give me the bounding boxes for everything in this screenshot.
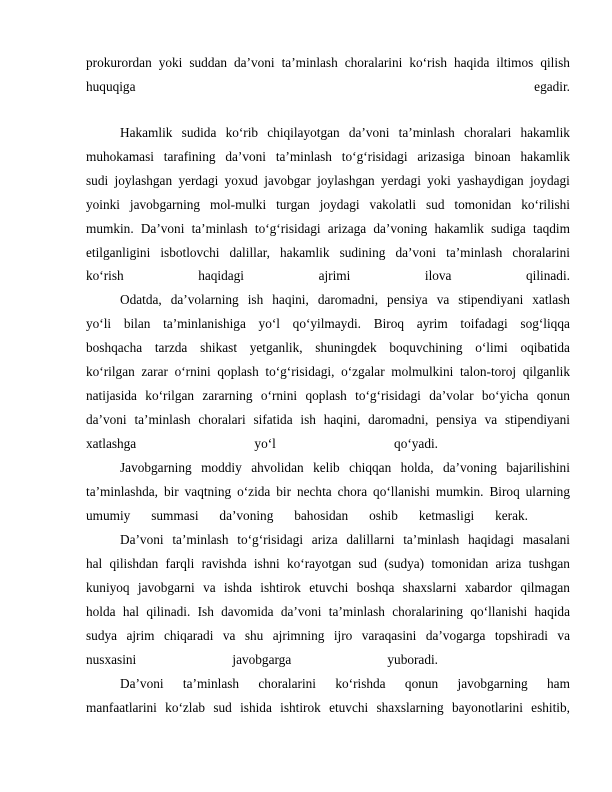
word: da’voni — [86, 412, 127, 427]
word: haqida — [534, 604, 570, 619]
word: bajarilishini — [506, 460, 570, 475]
word: Biroq — [373, 316, 404, 331]
word: o‘rnini — [174, 364, 211, 379]
word: da’volarning — [170, 292, 239, 307]
text-line — [86, 436, 438, 452]
word: chiqilayotgan — [267, 125, 340, 140]
word: farqli — [165, 556, 195, 571]
word: tomonidan — [431, 556, 489, 571]
word: boshqacha — [86, 340, 143, 355]
word: ariza — [495, 556, 522, 571]
word: ahvolidan — [251, 460, 304, 475]
word: (sudya) — [384, 556, 425, 571]
word: eshitib, — [531, 700, 570, 715]
word: pensiya — [387, 292, 428, 307]
word: ko‘rish — [409, 55, 447, 70]
word: o‘rnini — [260, 388, 298, 403]
word: boshqa — [356, 580, 395, 595]
word: ko‘rilgan — [86, 364, 135, 379]
word: qonun — [536, 388, 570, 403]
word: ko‘rayotgan — [286, 556, 352, 571]
word: masalani — [522, 532, 570, 547]
word: ajrim — [126, 628, 155, 643]
word: Da’voni — [120, 676, 164, 691]
word: qilishdan — [109, 556, 159, 571]
text-line — [86, 221, 570, 237]
word: ko‘rib — [225, 125, 259, 140]
word: yo‘l — [254, 436, 276, 451]
word: sudiga — [491, 221, 526, 236]
word: haqini, — [272, 292, 309, 307]
word: dalillar, — [229, 245, 270, 260]
word: choralarini — [512, 245, 570, 260]
word: haqidagi — [198, 268, 245, 283]
word: da’voni — [395, 245, 437, 260]
text-line — [86, 340, 570, 356]
word: binoan — [474, 149, 511, 164]
word: ta’minlanishiga — [163, 316, 246, 331]
text-line — [86, 412, 570, 428]
word: xabardor — [464, 580, 513, 595]
word: holda, — [400, 460, 434, 475]
word: daromadni, — [368, 412, 429, 427]
word: ishtirok — [280, 700, 321, 715]
word: javobgarga — [232, 652, 292, 667]
word: da’voning — [443, 460, 497, 475]
word: tushgan — [528, 556, 570, 571]
word: to‘g‘risidagi, — [265, 364, 335, 379]
word: choralarini — [344, 55, 403, 70]
word: da’voni — [225, 149, 266, 164]
word: to‘g‘risidagi — [355, 388, 421, 403]
word: suddan — [189, 55, 228, 70]
word: ravishda — [201, 556, 247, 571]
word: ko‘zlab — [165, 700, 206, 715]
word: javobgarning — [457, 676, 528, 691]
word: o‘zida — [237, 484, 271, 499]
word: ta’minlashda, — [86, 484, 159, 499]
word: Biroq — [489, 484, 520, 499]
word: va — [203, 580, 216, 595]
word: Javobgarning — [120, 460, 192, 475]
word: javobgarning — [129, 197, 201, 212]
word: ketmasligi — [418, 508, 475, 523]
word: joydagi — [529, 173, 570, 188]
word: etuvchi — [329, 700, 369, 715]
word: ilova — [424, 268, 452, 283]
word: da’voni — [348, 125, 390, 140]
text-line — [120, 292, 570, 308]
word: hakamlik — [280, 245, 330, 260]
word: qilinadi. — [526, 268, 570, 283]
word: ko‘rilgan — [145, 388, 195, 403]
word: ishida — [240, 700, 272, 715]
word: etuvchi — [309, 580, 349, 595]
word: topshiradi — [494, 628, 548, 643]
word: shaxslarning — [376, 700, 444, 715]
word: oqibatida — [520, 340, 570, 355]
word: bayonotlarini — [451, 700, 523, 715]
word: huquqiga — [86, 79, 136, 94]
word: sud — [358, 556, 377, 571]
word: ayrim — [416, 316, 448, 331]
word: hakamlik — [520, 125, 570, 140]
word: ariza — [311, 532, 338, 547]
word: qo‘llanishi — [373, 484, 430, 499]
word: da’voni — [280, 604, 322, 619]
word: ishda — [223, 580, 252, 595]
text-line — [86, 364, 570, 380]
word: bilan — [123, 316, 151, 331]
word: sudi — [86, 173, 109, 188]
word: yoki — [427, 173, 451, 188]
word: zararning — [202, 388, 253, 403]
word: tomonidan — [454, 197, 512, 212]
word: ish — [247, 292, 264, 307]
word: ta’minlash — [172, 532, 229, 547]
word: haqida — [453, 55, 490, 70]
word: kerak. — [495, 508, 528, 523]
word: choralarining — [392, 604, 464, 619]
word: qo‘yadi. — [394, 436, 438, 451]
word: arizasiga — [417, 149, 465, 164]
word: sifatida — [253, 412, 293, 427]
word: javobgarni — [137, 580, 195, 595]
word: sudya — [86, 628, 118, 643]
word: hal — [86, 556, 103, 571]
word: ijro — [333, 628, 353, 643]
word: yashaydigan — [457, 173, 524, 188]
word: yo‘li — [86, 316, 112, 331]
word: ta’minlash — [328, 604, 385, 619]
word: da’voning — [219, 508, 274, 523]
word: da’volar — [429, 388, 474, 403]
word: toifadagi — [460, 316, 508, 331]
word: isbotlovchi — [160, 245, 220, 260]
word: yoinki — [86, 197, 120, 212]
word: chiqaradi — [163, 628, 214, 643]
word: ta’minlash — [403, 532, 460, 547]
word: ishtirok — [260, 580, 301, 595]
word: varaqasini — [361, 628, 417, 643]
word: nusxasini — [86, 652, 137, 667]
word: muhokamasi — [86, 149, 154, 164]
word: pensiya — [436, 412, 477, 427]
word: sudining — [339, 245, 386, 260]
word: da’vogarga — [425, 628, 486, 643]
text-line — [86, 55, 570, 71]
word: joylashgan — [114, 173, 173, 188]
word: va — [222, 628, 236, 643]
word: tarafining — [163, 149, 216, 164]
word: ko‘rilishi — [521, 197, 570, 212]
word: xatlash — [532, 292, 570, 307]
word: va — [436, 292, 450, 307]
text-line — [86, 508, 528, 524]
word: qo‘llanishi — [470, 604, 528, 619]
word: qilmagan — [520, 580, 570, 595]
word: daromadni, — [317, 292, 379, 307]
text-line — [86, 245, 570, 261]
word: o‘limi — [475, 340, 508, 355]
word: yerdagi — [381, 173, 421, 188]
word: sud — [426, 197, 445, 212]
word: arizaga — [327, 221, 367, 236]
word: shuningdek — [315, 340, 377, 355]
word: holda — [86, 604, 116, 619]
text-line — [86, 604, 570, 620]
word: ish — [300, 412, 316, 427]
word: etilganligini — [86, 245, 151, 260]
word: qo‘yilmaydi. — [292, 316, 361, 331]
text-line — [86, 580, 570, 596]
word: o‘zgalar — [341, 364, 385, 379]
word: ishni — [253, 556, 280, 571]
word: yerdagi — [178, 173, 219, 188]
word: chiqqan — [349, 460, 392, 475]
text-line — [120, 532, 570, 548]
word: Odatda, — [120, 292, 162, 307]
word: kuniyoq — [86, 580, 130, 595]
word: shikast — [200, 340, 238, 355]
word: umumiy — [86, 508, 131, 523]
word: ta’minlash — [446, 245, 503, 260]
word: ta’minlash — [281, 55, 338, 70]
word: turgan — [276, 197, 310, 212]
word: Ish — [197, 604, 214, 619]
text-line — [86, 484, 570, 500]
word: talon-toroj — [459, 364, 517, 379]
word: to‘g‘risidagi — [254, 221, 321, 236]
text-line — [86, 79, 570, 95]
text-line — [86, 628, 570, 644]
word: qonun — [404, 676, 439, 691]
text-line — [120, 676, 570, 692]
word: stipendiyani — [458, 292, 524, 307]
word: ta’minlash — [134, 412, 191, 427]
word: choralari — [198, 412, 246, 427]
word: boquvchining — [389, 340, 463, 355]
word: javobgar — [264, 173, 311, 188]
word: moddiy — [201, 460, 242, 475]
word: taqdim — [533, 221, 570, 236]
word: shaxslarni — [402, 580, 457, 595]
word: bahosidan — [294, 508, 349, 523]
word: hakamlik — [434, 221, 484, 236]
word: mumkin. — [435, 484, 484, 499]
word: Da’voni — [140, 221, 185, 236]
word: natijasida — [86, 388, 137, 403]
word: bir — [276, 484, 292, 499]
word: bir — [163, 484, 179, 499]
word: ta’minlash — [398, 125, 455, 140]
word: ajrimi — [318, 268, 351, 283]
text-line — [86, 652, 438, 668]
word: tarzda — [154, 340, 188, 355]
word: summasi — [151, 508, 199, 523]
text-line — [120, 460, 570, 476]
word: mumkin. — [86, 221, 134, 236]
text-line — [120, 125, 570, 141]
text-line — [86, 316, 570, 332]
word: Hakamlik — [120, 125, 173, 140]
word: ta’minlash — [275, 149, 332, 164]
word: oshib — [369, 508, 398, 523]
word: kelib — [313, 460, 340, 475]
word: yuboradi. — [387, 652, 438, 667]
word: sudida — [181, 125, 217, 140]
word: prokurordan — [86, 55, 152, 70]
word: choralari — [464, 125, 512, 140]
word: qoplash — [305, 388, 347, 403]
word: davomida — [221, 604, 274, 619]
word: ham — [547, 676, 570, 691]
word: hakamlik — [520, 149, 570, 164]
text-line — [86, 268, 570, 284]
word: qilganlik — [522, 364, 570, 379]
word: to‘g‘risidagi — [341, 149, 408, 164]
word: dalillarni — [346, 532, 395, 547]
word: vaqtning — [184, 484, 232, 499]
word: yetganlik, — [249, 340, 303, 355]
word: qilinadi. — [146, 604, 191, 619]
word: vakolatli — [369, 197, 417, 212]
word: egadir. — [534, 79, 570, 94]
word: xatlashga — [86, 436, 137, 451]
word: sud — [213, 700, 232, 715]
word: stipendiyani — [504, 412, 570, 427]
word: molmulkini — [391, 364, 454, 379]
word: ko‘rishda — [335, 676, 386, 691]
word: zarar — [141, 364, 168, 379]
text-line — [86, 388, 570, 404]
word: va — [484, 412, 498, 427]
word: haqini, — [323, 412, 361, 427]
text-line — [86, 149, 570, 165]
word: yoxud — [224, 173, 258, 188]
word: yoki — [158, 55, 183, 70]
word: manfaatlarini — [86, 700, 157, 715]
word: joylashgan — [317, 173, 375, 188]
word: haqidagi — [468, 532, 514, 547]
word: Da’voni — [120, 532, 164, 547]
text-line — [86, 173, 570, 189]
word: yo‘l — [258, 316, 280, 331]
word: mol-mulki — [210, 197, 267, 212]
word: da’voni — [234, 55, 275, 70]
word: ajrimning — [272, 628, 325, 643]
word: joydagi — [319, 197, 360, 212]
word: shu — [244, 628, 264, 643]
word: ko‘rish — [86, 268, 124, 283]
text-line — [86, 197, 570, 213]
word: qoplash — [217, 364, 259, 379]
word: bo‘yicha — [481, 388, 529, 403]
word: hal — [122, 604, 140, 619]
word: qilish — [540, 55, 570, 70]
word: chora — [337, 484, 368, 499]
word: to‘g‘risidagi — [237, 532, 304, 547]
word: ta’minlash — [191, 221, 248, 236]
word: ularning — [525, 484, 570, 499]
word: va — [557, 628, 570, 643]
word: iltimos — [496, 55, 534, 70]
word: choralarini — [258, 676, 316, 691]
text-line — [86, 700, 570, 716]
text-line — [86, 556, 570, 572]
word: sog‘liqqa — [520, 316, 570, 331]
word: ta’minlash — [182, 676, 240, 691]
word: da’voning — [373, 221, 428, 236]
word: nechta — [296, 484, 332, 499]
